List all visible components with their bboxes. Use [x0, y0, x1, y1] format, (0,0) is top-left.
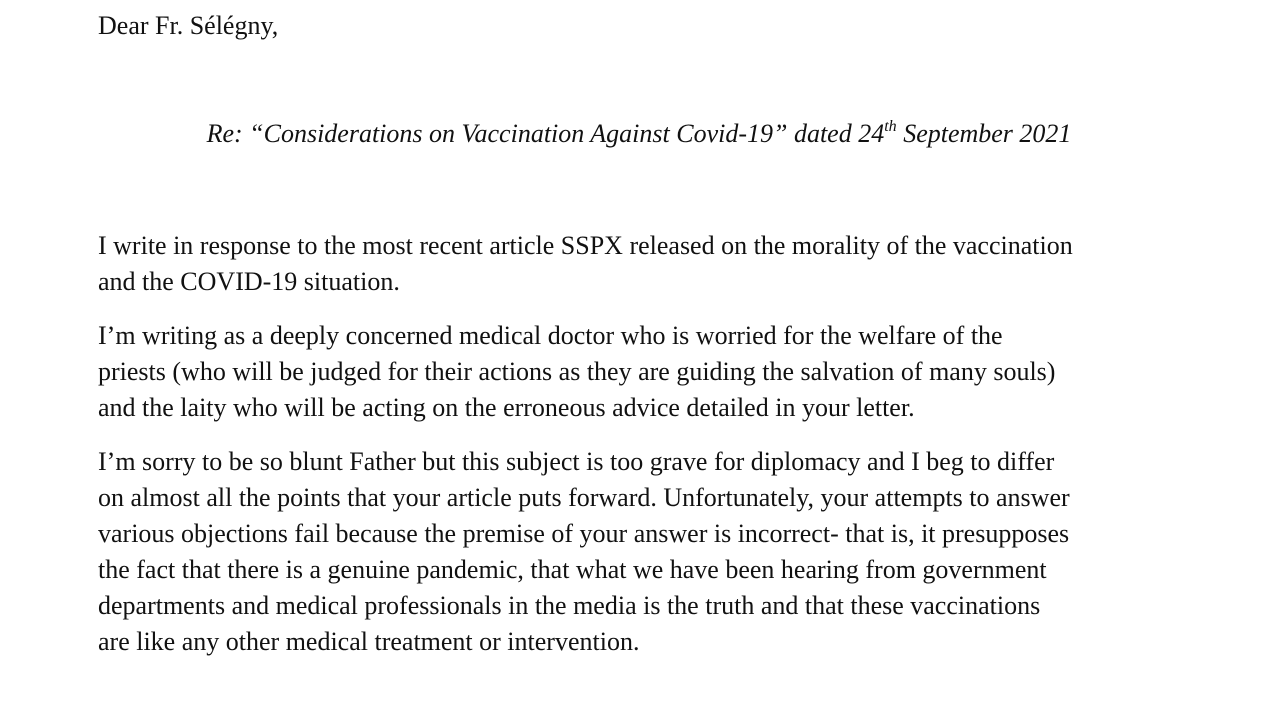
paragraph-line: various objections fail because the premise of your answer is incorrect- that is, it presupposes	[98, 519, 1070, 548]
paragraph-line: I write in response to the most recent article SSPX released on the morality of the vaccination	[98, 231, 1073, 260]
paragraph-2	[98, 318, 1188, 426]
paragraph-line: are like any other medical treatment or intervention.	[98, 627, 640, 656]
paragraph-1	[98, 228, 1188, 300]
salutation: Dear Fr. Sélégny,	[98, 11, 279, 40]
paragraph-line: on almost all the points that your article puts forward. Unfortunately, your attempts to answer	[98, 483, 1070, 512]
paragraph-line: the fact that there is a genuine pandemic, that what we have been hearing from government	[98, 555, 1047, 584]
paragraph-line: and the COVID-19 situation.	[98, 267, 400, 296]
paragraph-line: I’m writing as a deeply concerned medical doctor who is worried for the welfare of the	[98, 321, 1003, 350]
paragraph-line: departments and medical professionals in the media is the truth and that these vaccinations	[98, 591, 1041, 620]
subject-suffix: September 2021	[896, 119, 1072, 148]
paragraph-line: I’m sorry to be so blunt Father but this subject is too grave for diplomacy and I beg to differ	[98, 447, 1055, 476]
letter-body	[98, 228, 1188, 678]
subject-line	[98, 116, 1180, 152]
subject-prefix: Re: “Considerations on Vaccination Against Covid-19” dated 24	[206, 119, 885, 148]
paragraph-line: and the laity who will be acting on the erroneous advice detailed in your letter.	[98, 393, 915, 422]
paragraph-3	[98, 444, 1188, 660]
paragraph-line: priests (who will be judged for their actions as they are guiding the salvation of many souls)	[98, 357, 1056, 386]
subject-superscript: th	[884, 118, 897, 135]
